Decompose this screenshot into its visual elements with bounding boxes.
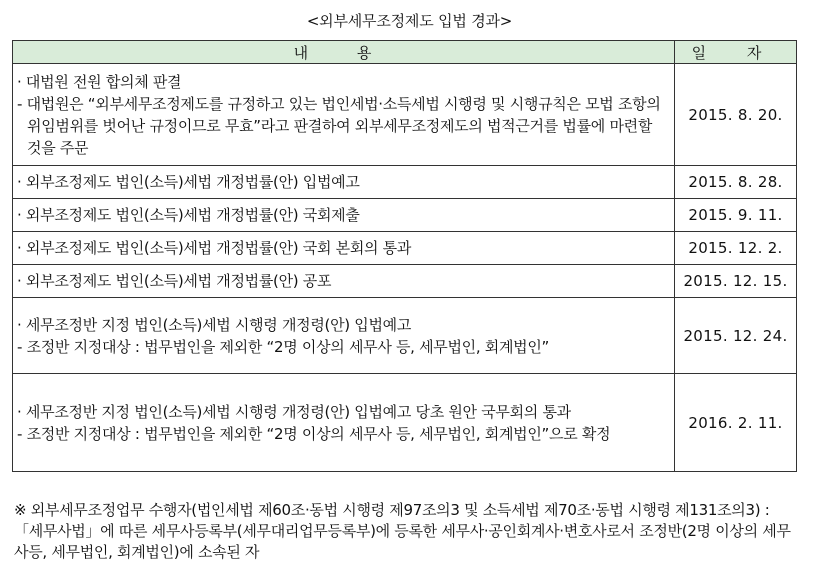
row-content [13,265,675,298]
row-date: 2015. 12. 15. [675,265,797,298]
row-item: · 외부조정제도 법인(소득)세법 개정법률(안) 국회 본회의 통과 [17,239,412,257]
table-row [13,232,797,265]
row-sub: - 조정반 지정대상 : 법무법인을 제외한 “2명 이상의 세무사 등, 세무법인, 회계법인”으로 확정 [17,424,611,443]
row-sub: - 조정반 지정대상 : 법무법인을 제외한 “2명 이상의 세무사 등, 세무법인, 회계법인” [17,337,550,356]
row-item: · 세무조정반 지정 법인(소득)세법 시행령 개정령(안) 입법예고 당초 원안 국무회의 통과 [17,402,571,421]
table-row [13,166,797,199]
header-date: 일 자 [675,41,797,64]
table-header-row [13,41,797,64]
row-item: · 외부조정제도 법인(소득)세법 개정법률(안) 국회제출 [17,206,360,224]
row-content [13,64,675,166]
row-date: 2016. 2. 11. [675,374,797,472]
table-row [13,199,797,232]
row-date: 2015. 8. 20. [675,64,797,166]
table-row [13,298,797,374]
row-date: 2015. 8. 28. [675,166,797,199]
row-content [13,232,675,265]
header-content: 내 용 [13,41,675,64]
footnote: ※ 외부세무조정업무 수행자(법인세법 제60조·동법 시행령 제97조의3 및 소득세법 제70조·동법 시행령 제131조의3) : 「세무사법」에 따른 세무사등록부(세무대리업무등록부)에 등록한 세무사·공인회계사·변호사로서 조정반(2명 이상의 세무사등, 세무법인, 회계법인)에 소속된 자 [14,501,791,561]
row-sub: - 대법원은 “외부세무조정제도를 규정하고 있는 법인세법·소득세법 시행령 및 시행규칙은 모법 조항의 위임범위를 벗어난 규정이므로 무효”라고 판결하여 외부세무조정제도의 법적근거를 법률에 마련할 것을 주문 [17,94,661,157]
row-item: · 외부조정제도 법인(소득)세법 개정법률(안) 입법예고 [17,173,360,191]
row-item: · 대법원 전원 합의체 판결 [17,72,182,91]
row-date: 2015. 9. 11. [675,199,797,232]
row-date: 2015. 12. 24. [675,298,797,374]
row-content [13,298,675,374]
table-row [13,64,797,166]
table-row [13,265,797,298]
row-content [13,166,675,199]
table-row [13,374,797,472]
row-item: · 외부조정제도 법인(소득)세법 개정법률(안) 공포 [17,272,332,290]
history-table [12,40,797,472]
row-content [13,374,675,472]
row-date: 2015. 12. 2. [675,232,797,265]
row-item: · 세무조정반 지정 법인(소득)세법 시행령 개정령(안) 입법예고 [17,315,412,334]
row-content [13,199,675,232]
page-title: <외부세무조정제도 입법 경과> [306,12,513,30]
